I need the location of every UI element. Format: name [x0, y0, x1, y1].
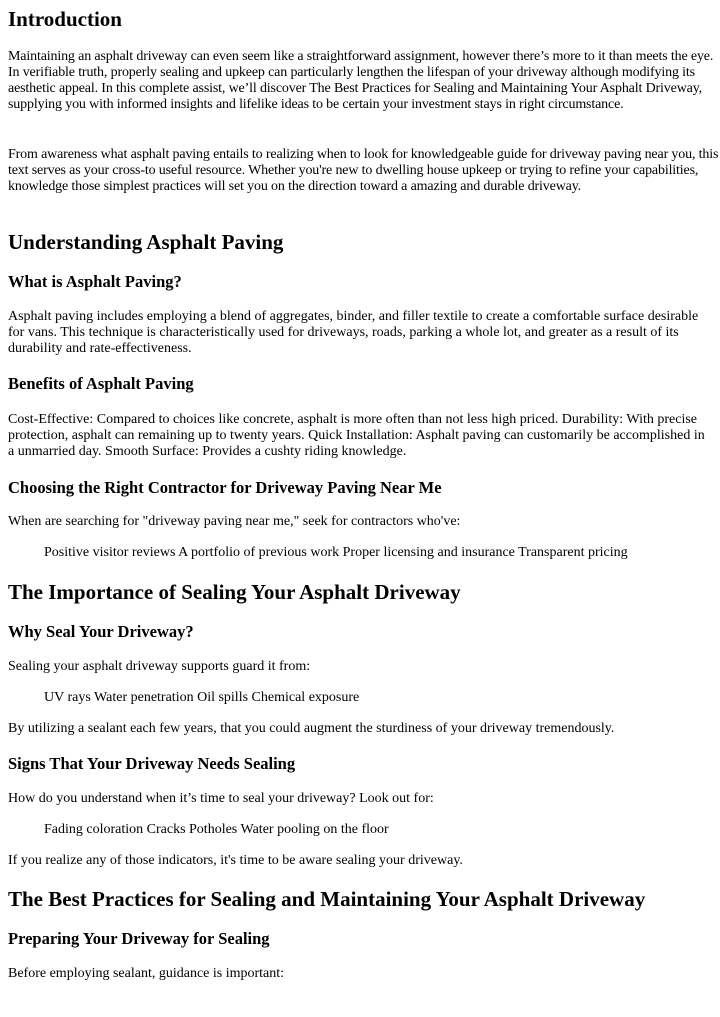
heading-signs-needs-sealing: Signs That Your Driveway Needs Sealing: [8, 754, 296, 773]
list-sealing-protection: UV rays Water penetration Oil spills Chemical exposure: [44, 690, 360, 705]
heading-choosing-contractor: Choosing the Right Contractor for Driveway Paving Near Me: [8, 478, 442, 497]
paragraph-what-is: Asphalt paving includes employing a blend of aggregates, binder, and filler textile to create a comfortable surface desirable for vans. This technique is characteristically used for driveways, roads, parking a whole lot, and greater as a result of its durability and rate-effectiveness.: [8, 309, 699, 356]
heading-benefits: Benefits of Asphalt Paving: [8, 374, 194, 393]
paragraph-intro-2: From awareness what asphalt paving entails to realizing when to look for knowledgeable guide for driveway paving near you, this text serves as your cross-to useful resource. Whether you're new to dwelling house upkeep or trying to refine your capabilities, knowledge those simplest practices will set you on the direction toward a amazing and durable driveway.: [8, 147, 719, 194]
paragraph-intro-1: Maintaining an asphalt driveway can even seem like a straightforward assignment, however there’s more to it than meets the eye. In verifiable truth, properly sealing and upkeep can particularly lengthen the lifespan of your driveway although modifying its aesthetic appeal. In this complete assist, we’ll discover The Best Practices for Sealing and Maintaining Your Asphalt Driveway, supplying you with informed insights and lifelike ideas to be certain your investment stays in right circumstance.: [8, 49, 714, 112]
list-sealing-signs: Fading coloration Cracks Potholes Water pooling on the floor: [44, 822, 389, 837]
heading-understanding-asphalt-paving: Understanding Asphalt Paving: [8, 230, 284, 254]
heading-importance-of-sealing: The Importance of Sealing Your Asphalt Driveway: [8, 580, 461, 604]
heading-introduction: Introduction: [8, 7, 122, 31]
heading-best-practices: The Best Practices for Sealing and Maintaining Your Asphalt Driveway: [8, 887, 646, 911]
paragraph-contractor: When are searching for "driveway paving near me," seek for contractors who've:: [8, 514, 461, 529]
paragraph-preparing: Before employing sealant, guidance is important:: [8, 966, 285, 981]
list-contractor-criteria: Positive visitor reviews A portfolio of previous work Proper licensing and insurance Transparent pricing: [44, 545, 628, 560]
heading-what-is-asphalt-paving: What is Asphalt Paving?: [8, 272, 182, 291]
heading-preparing-driveway: Preparing Your Driveway for Sealing: [8, 929, 270, 948]
heading-why-seal: Why Seal Your Driveway?: [8, 622, 194, 641]
paragraph-signs-2: If you realize any of those indicators, it's time to be aware sealing your driveway.: [8, 853, 463, 868]
paragraph-why-seal-2: By utilizing a sealant each few years, that you could augment the sturdiness of your driveway tremendously.: [8, 721, 615, 736]
paragraph-benefits: Cost-Effective: Compared to choices like concrete, asphalt is more often than not less high priced. Durability: With precise protection, asphalt can remaining up to twenty years. Quick Installation: Asphalt paving can customarily be accomplished in a unmarried day. Smooth Surface: Provides a cushty riding knowledge.: [8, 412, 705, 459]
paragraph-signs: How do you understand when it’s time to seal your driveway? Look out for:: [8, 791, 434, 806]
paragraph-why-seal: Sealing your asphalt driveway supports guard it from:: [8, 659, 311, 674]
